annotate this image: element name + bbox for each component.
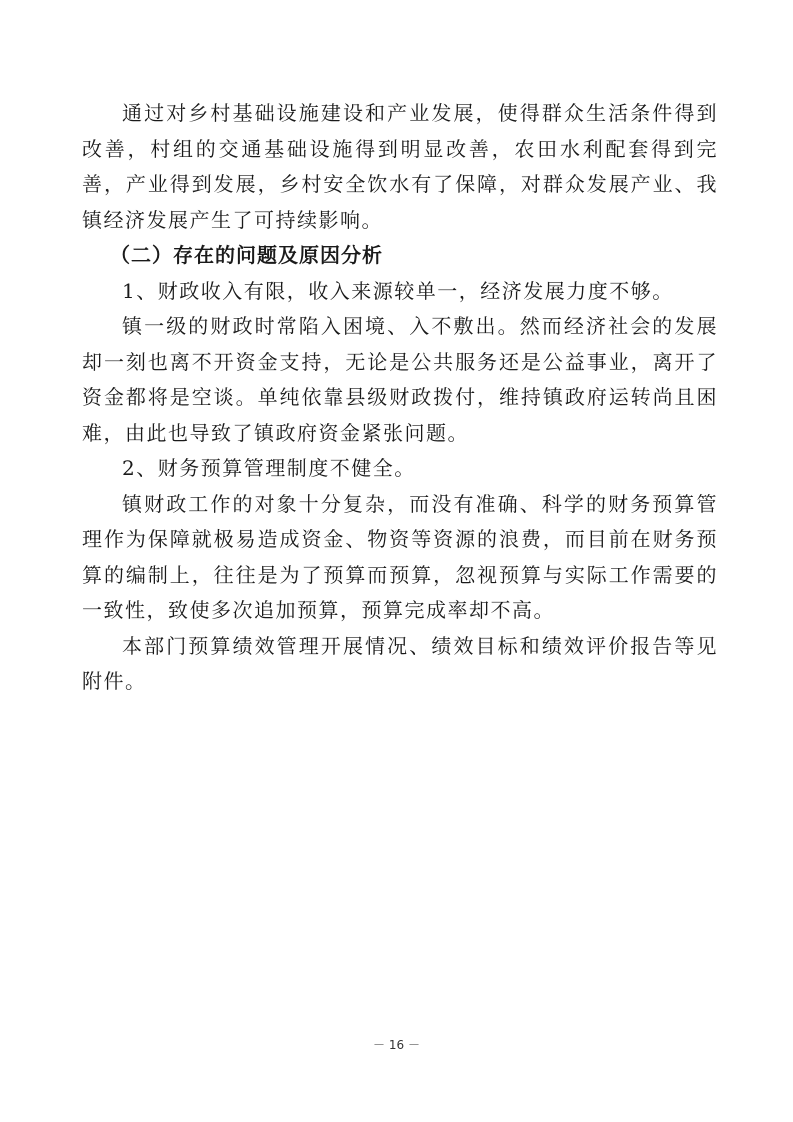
paragraph-attachment-note: 本部门预算绩效管理开展情况、绩效目标和绩效评价报告等见附件。 xyxy=(82,633,718,693)
paragraph-achievements: 通过对乡村基础设施建设和产业发展，使得群众生活条件得到改善，村组的交通基础设施得到明显改善，农田水利配套得到完善，产业得到发展，乡村安全饮水有了保障，对群众发展产业、我镇经济发展产生了可持续影响。 xyxy=(82,101,718,232)
section-heading-problems: （二）存在的问题及原因分析 xyxy=(110,243,383,267)
page-number: － 16 － xyxy=(373,1038,420,1052)
paragraph-point-2-body: 镇财政工作的对象十分复杂，而没有准确、科学的财务预算管理作为保障就极易造成资金、物资等资源的浪费，而目前在财务预算的编制上，往往是为了预算而预算，忽视预算与实际工作需要的一致性，致使多次追加预算，预算完成率却不高。 xyxy=(82,491,718,622)
paragraph-point-2-title: 2、财务预算管理制度不健全。 xyxy=(122,456,416,480)
paragraph-point-1-body: 镇一级的财政时常陷入困境、入不敷出。然而经济社会的发展却一刻也离不开资金支持，无论是公共服务还是公益事业，离开了资金都将是空谈。单纯依靠县级财政拨付，维持镇政府运转尚且困难，由此也导致了镇政府资金紧张问题。 xyxy=(82,314,718,445)
paragraph-point-1-title: 1、财政收入有限，收入来源较单一，经济发展力度不够。 xyxy=(122,278,674,303)
document-body xyxy=(82,96,718,700)
